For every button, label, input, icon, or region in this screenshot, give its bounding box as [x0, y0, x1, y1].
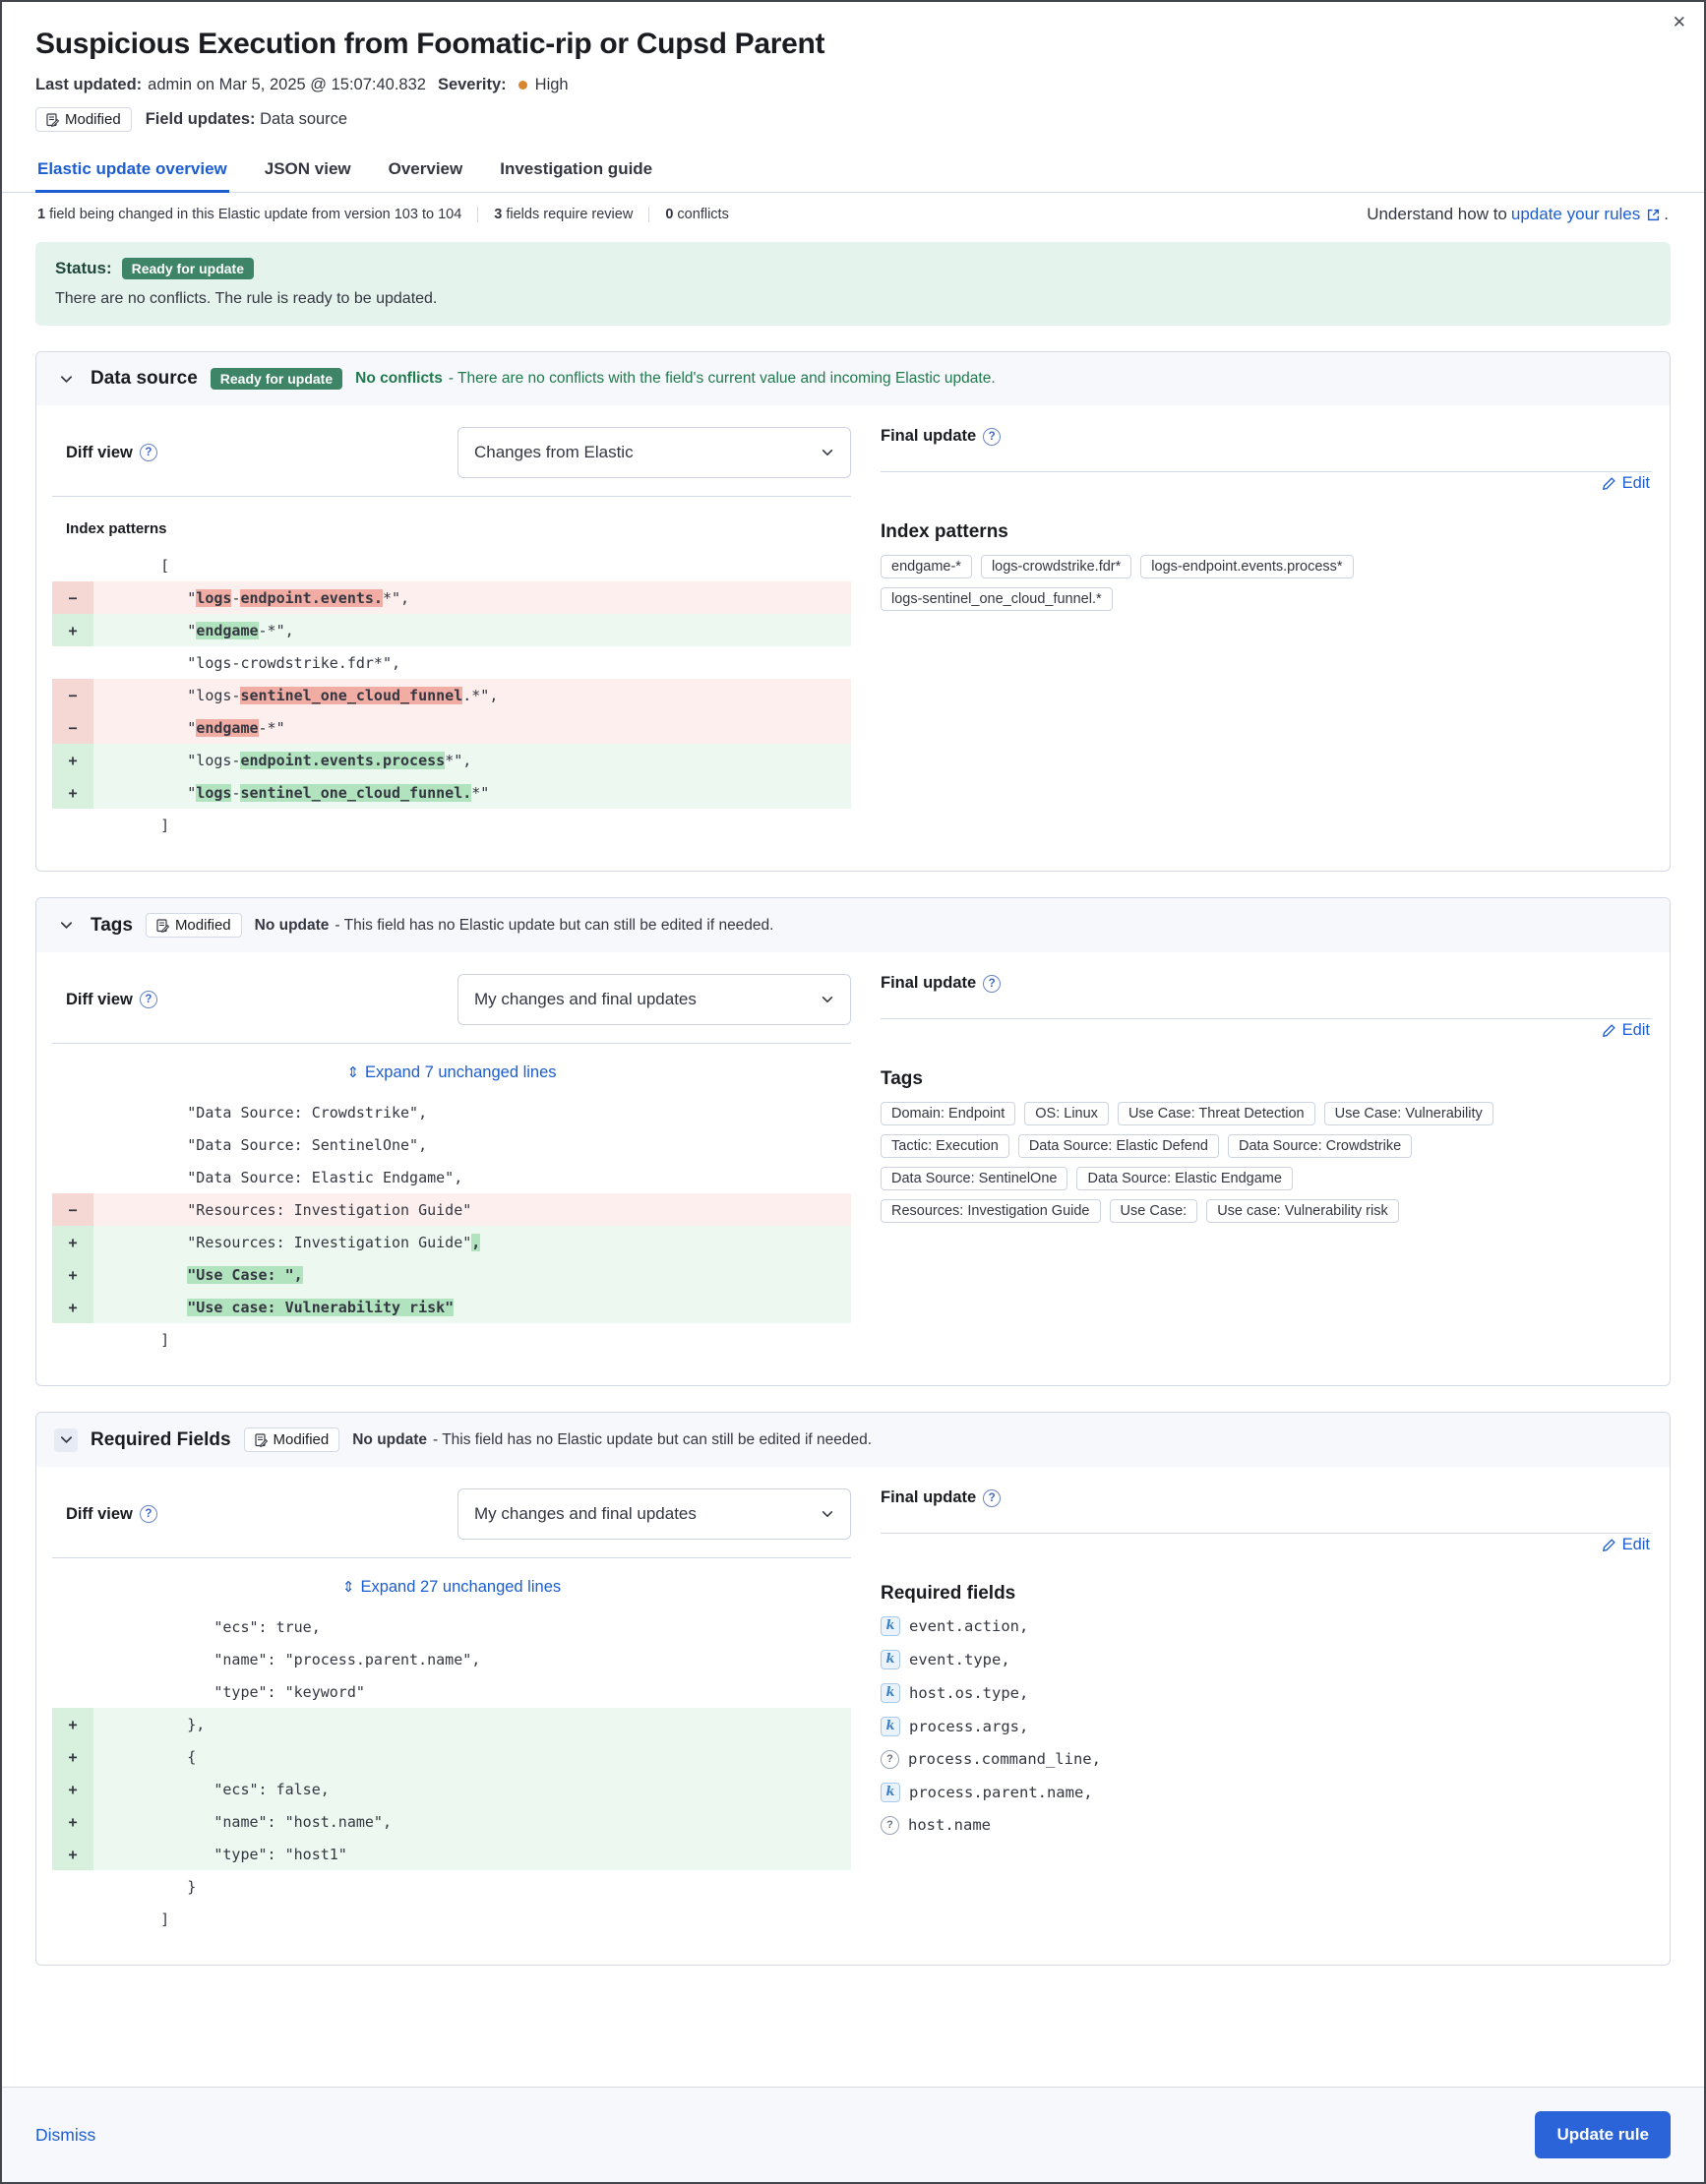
update-stat: 1 field being changed in this Elastic update from version 103 to 104 [37, 207, 478, 222]
diff-gutter: + [52, 776, 93, 809]
diff-gutter: + [52, 1258, 93, 1291]
diff-code: }, [93, 1708, 851, 1740]
unknown-type-icon: ? [881, 1750, 899, 1769]
question-in-circle-icon[interactable]: ? [983, 975, 1001, 993]
severity-value: High [534, 76, 569, 93]
diff-view-select[interactable] [457, 427, 851, 478]
diff-gutter [52, 1161, 93, 1193]
diff-line [52, 1226, 851, 1258]
chevron-down-icon[interactable] [54, 1428, 78, 1452]
diff-line [52, 1323, 851, 1356]
tab-investigation-guide[interactable]: Investigation guide [500, 159, 653, 178]
rule-meta [35, 76, 1671, 94]
diff-gutter [52, 549, 93, 581]
diff-gutter [52, 1610, 93, 1643]
diff-line [52, 1128, 851, 1161]
update-stat: 3 fields require review [478, 207, 649, 222]
chevron-down-icon[interactable] [54, 914, 78, 938]
chevron-down-icon [821, 1507, 834, 1521]
external-link-icon [1647, 209, 1660, 221]
diff-code: "ecs": false, [93, 1773, 851, 1805]
diff-code: "Data Source: SentinelOne", [107, 1135, 428, 1154]
diff-line [52, 1675, 851, 1708]
diff-column [52, 427, 851, 841]
tab-bar [2, 152, 1704, 193]
diff-code: "Data Source: Elastic Endgame", [107, 1168, 463, 1186]
value-badge: Data Source: Crowdstrike [1228, 1134, 1412, 1158]
section-title: Required Fields [91, 1428, 231, 1450]
diff-view-label-row [66, 991, 157, 1009]
value-badge: Use Case: Threat Detection [1118, 1102, 1315, 1125]
required-field-item [881, 1783, 1652, 1802]
diff-code: ] [107, 1330, 170, 1349]
diff-field-label: Index patterns [66, 520, 167, 537]
tab-elastic-update-overview[interactable]: Elastic update overview [35, 152, 229, 192]
diff-column [52, 1488, 851, 1935]
section-required-fields [35, 1412, 1671, 1966]
final-update-label-row [881, 974, 1001, 993]
chevron-down-icon[interactable] [54, 367, 78, 391]
question-in-circle-icon[interactable]: ? [983, 1489, 1001, 1507]
final-update-label: Final update [881, 427, 977, 445]
modified-badge: Modified [146, 913, 242, 938]
expand-unchanged-lines-link[interactable]: ⇕ Expand 27 unchanged lines [341, 1578, 562, 1596]
diff-gutter: + [52, 614, 93, 646]
diff-code: " endgame -*", [93, 614, 851, 646]
value-badge: Data Source: Elastic Defend [1018, 1134, 1219, 1158]
diff-code: "Data Source: Crowdstrike", [107, 1103, 428, 1122]
edit-button[interactable]: Edit [1602, 1536, 1650, 1554]
keyword-type-icon: k [881, 1783, 900, 1802]
diff-code: " endgame -*" [93, 711, 851, 744]
keyword-type-icon: k [881, 1683, 900, 1703]
last-updated-value: admin on Mar 5, 2025 @ 15:07:40.832 [148, 76, 426, 93]
keyword-type-icon: k [881, 1616, 900, 1636]
update-stat: 0 conflicts [665, 207, 729, 222]
value-badge: endgame-* [881, 555, 972, 578]
diff-code: ] [107, 816, 170, 834]
keyword-type-icon: k [881, 1717, 900, 1736]
diff-code: " logs - sentinel_one_cloud_funnel. *" [93, 776, 851, 809]
unfold-icon: ⇕ [341, 1579, 355, 1596]
required-field-name: host.name [908, 1816, 991, 1834]
document-edit-icon [156, 919, 169, 933]
diff-view-label: Diff view [66, 1504, 133, 1523]
close-icon[interactable]: ✕ [1672, 13, 1686, 31]
value-badge: Use Case: Vulnerability [1324, 1102, 1493, 1125]
question-in-circle-icon[interactable]: ? [140, 1505, 157, 1523]
value-badge: Resources: Investigation Guide [881, 1199, 1101, 1223]
status-badge: Ready for update [122, 258, 254, 279]
status-callout [35, 242, 1671, 326]
diff-code: "Resources: Investigation Guide" , [93, 1226, 851, 1258]
diff-code: "logs-crowdstrike.fdr*", [107, 653, 401, 672]
diff-view-label-row [66, 444, 157, 462]
update-your-rules-link[interactable]: update your rules [1510, 205, 1641, 223]
diff-view-select[interactable] [457, 974, 851, 1025]
question-in-circle-icon[interactable]: ? [140, 444, 157, 461]
diff-line [52, 1740, 851, 1773]
keyword-type-icon: k [881, 1650, 900, 1669]
diff-line [52, 1805, 851, 1838]
diff-gutter [52, 1903, 93, 1935]
final-update-column [881, 1488, 1652, 1935]
diff-code: "ecs": true, [107, 1617, 321, 1636]
required-field-item [881, 1750, 1652, 1769]
value-badge: Use case: Vulnerability risk [1206, 1199, 1399, 1223]
final-update-column [881, 427, 1652, 841]
update-rule-button[interactable]: Update rule [1535, 2111, 1671, 2158]
diff-line [52, 1903, 851, 1935]
diff-gutter [52, 1643, 93, 1675]
required-field-item [881, 1717, 1652, 1736]
diff-gutter: + [52, 1773, 93, 1805]
required-field-name: event.type, [909, 1650, 1010, 1668]
section-status-rest: - This field has no Elastic update but can still be edited if needed. [335, 916, 774, 934]
question-in-circle-icon[interactable]: ? [983, 428, 1001, 446]
ready-for-update-badge: Ready for update [211, 368, 342, 390]
diff-gutter [52, 1323, 93, 1356]
pencil-icon [1602, 1539, 1615, 1552]
diff-code: "type": "host1" [93, 1838, 851, 1870]
diff-gutter: − [52, 679, 93, 711]
diff-view-select-value: My changes and final updates [474, 1504, 697, 1523]
flyout-header [2, 2, 1704, 132]
document-edit-icon [46, 113, 59, 127]
value-badge: logs-crowdstrike.fdr* [981, 555, 1131, 578]
diff-gutter [52, 1096, 93, 1128]
field-updates-label: Field updates: [145, 110, 256, 128]
diff-gutter [52, 809, 93, 841]
diff-gutter [52, 1675, 93, 1708]
required-field-name: process.args, [909, 1717, 1029, 1735]
severity-label: Severity: [437, 76, 507, 93]
field-updates [146, 110, 347, 129]
pencil-icon [1602, 477, 1615, 491]
diff-code: { [93, 1740, 851, 1773]
flyout-footer [2, 2087, 1704, 2182]
diff-block [52, 549, 851, 841]
section-status [255, 917, 774, 935]
update-stats [37, 207, 745, 222]
tags-badges [881, 1102, 1510, 1223]
edit-button[interactable]: Edit [1602, 1021, 1650, 1040]
final-title: Index patterns [881, 520, 1008, 542]
modified-badge [35, 107, 132, 132]
edit-button[interactable]: Edit [1602, 474, 1650, 493]
section-tags-header[interactable] [36, 898, 1670, 952]
diff-line [52, 1643, 851, 1675]
diff-code: } [107, 1877, 197, 1896]
value-badge: Domain: Endpoint [881, 1102, 1015, 1125]
value-badge: Data Source: Elastic Endgame [1076, 1167, 1292, 1190]
required-field-item [881, 1816, 1652, 1835]
diff-view-select-value: Changes from Elastic [474, 443, 634, 461]
required-field-name: process.parent.name, [909, 1783, 1093, 1801]
value-badge: logs-endpoint.events.process* [1140, 555, 1353, 578]
section-status [352, 1431, 872, 1449]
final-update-label: Final update [881, 974, 977, 992]
diff-code: "logs- sentinel_one_cloud_funnel .*", [93, 679, 851, 711]
value-badge: Data Source: SentinelOne [881, 1167, 1067, 1190]
diff-block [52, 1096, 851, 1356]
diff-code: " logs - endpoint.events. *", [93, 581, 851, 614]
section-required-fields-header[interactable] [36, 1413, 1670, 1467]
rule-badges-row [35, 107, 1671, 132]
diff-line [52, 614, 851, 646]
pencil-icon [1602, 1024, 1615, 1038]
diff-code: "Use case: Vulnerability risk" [93, 1291, 851, 1323]
required-field-name: event.action, [909, 1616, 1029, 1635]
section-tags [35, 897, 1671, 1386]
tab-json-view[interactable]: JSON view [264, 159, 351, 178]
diff-code: "name": "host.name", [93, 1805, 851, 1838]
chevron-down-icon [821, 446, 834, 459]
section-status-strong: No update [254, 916, 330, 934]
diff-code: "logs- endpoint.events.process *", [93, 744, 851, 776]
diff-gutter: + [52, 1805, 93, 1838]
required-field-item [881, 1616, 1652, 1636]
diff-code: "Resources: Investigation Guide" [93, 1193, 851, 1226]
final-update-column [881, 974, 1652, 1356]
diff-line [52, 1291, 851, 1323]
value-badge: OS: Linux [1024, 1102, 1109, 1125]
question-in-circle-icon[interactable]: ? [140, 991, 157, 1008]
diff-line [52, 1708, 851, 1740]
diff-gutter: − [52, 1193, 93, 1226]
final-title: Required fields [881, 1582, 1016, 1604]
section-status-rest: - There are no conflicts with the field's current value and incoming Elastic update. [448, 370, 996, 387]
section-title: Tags [91, 914, 133, 936]
diff-gutter: + [52, 1708, 93, 1740]
diff-view-label-row [66, 1505, 157, 1524]
diff-line [52, 1870, 851, 1903]
diff-gutter: + [52, 1740, 93, 1773]
section-status-rest: - This field has no Elastic update but can still be edited if needed. [433, 1430, 873, 1448]
tab-overview[interactable]: Overview [388, 159, 463, 178]
diff-line [52, 1161, 851, 1193]
section-title: Data source [91, 368, 198, 389]
diff-view-select-value: My changes and final updates [474, 990, 697, 1008]
page-title: Suspicious Execution from Foomatic-rip or Cupsd Parent [35, 28, 825, 60]
expand-unchanged-lines-link[interactable]: ⇕ Expand 7 unchanged lines [346, 1063, 557, 1081]
diff-gutter [52, 1128, 93, 1161]
field-updates-value: Data source [260, 110, 348, 128]
diff-line [52, 1838, 851, 1870]
status-message: There are no conflicts. The rule is ready to be updated. [55, 290, 438, 307]
diff-gutter: − [52, 711, 93, 744]
help-prefix: Understand how to [1367, 205, 1507, 223]
final-update-label-row [881, 427, 1001, 446]
final-update-label-row [881, 1488, 1001, 1507]
unfold-icon: ⇕ [346, 1064, 360, 1081]
diff-view-label: Diff view [66, 443, 133, 461]
value-badge: logs-sentinel_one_cloud_funnel.* [881, 587, 1113, 611]
diff-code: "Use Case: ", [93, 1258, 851, 1291]
dismiss-button[interactable]: Dismiss [35, 2124, 96, 2145]
diff-line [52, 809, 851, 841]
section-status [355, 370, 996, 388]
diff-code: [ [107, 556, 170, 575]
diff-column [52, 974, 851, 1356]
required-field-item [881, 1683, 1652, 1703]
final-title: Tags [881, 1067, 923, 1089]
value-badge: Tactic: Execution [881, 1134, 1009, 1158]
modified-badge-label: Modified [65, 111, 121, 128]
update-subheader [2, 193, 1704, 234]
diff-line [52, 581, 851, 614]
diff-gutter: + [52, 1226, 93, 1258]
diff-line [52, 1258, 851, 1291]
diff-gutter: + [52, 1838, 93, 1870]
section-data-source-header[interactable] [36, 352, 1670, 405]
diff-view-label: Diff view [66, 990, 133, 1008]
final-update-label: Final update [881, 1488, 977, 1506]
value-badge: Use Case: [1110, 1199, 1198, 1223]
status-label: Status: [55, 259, 112, 277]
index-patterns-badges [881, 555, 1510, 611]
diff-line [52, 1193, 851, 1226]
diff-line [52, 711, 851, 744]
section-status-strong: No conflicts [355, 370, 443, 387]
diff-line [52, 744, 851, 776]
diff-view-select[interactable] [457, 1488, 851, 1540]
unknown-type-icon: ? [881, 1816, 899, 1835]
diff-line [52, 646, 851, 679]
diff-code: ] [107, 1910, 170, 1928]
diff-gutter: + [52, 744, 93, 776]
section-status-strong: No update [352, 1430, 428, 1448]
last-updated-label: Last updated: [35, 76, 143, 93]
diff-line [52, 1096, 851, 1128]
diff-code: "name": "process.parent.name", [107, 1650, 481, 1668]
required-field-name: process.command_line, [908, 1750, 1101, 1768]
required-fields-list [881, 1616, 1652, 1835]
required-field-item [881, 1650, 1652, 1669]
diff-line [52, 549, 851, 581]
diff-gutter: + [52, 1291, 93, 1323]
diff-block [52, 1610, 851, 1935]
chevron-down-icon [821, 993, 834, 1006]
diff-line [52, 1610, 851, 1643]
modified-badge: Modified [244, 1427, 340, 1452]
diff-line [52, 679, 851, 711]
diff-code: "type": "keyword" [107, 1682, 365, 1701]
diff-gutter [52, 646, 93, 679]
section-data-source [35, 351, 1671, 872]
diff-line [52, 776, 851, 809]
diff-line [52, 1773, 851, 1805]
help-text [1367, 205, 1669, 224]
diff-gutter: − [52, 581, 93, 614]
required-field-name: host.os.type, [909, 1683, 1029, 1702]
diff-gutter [52, 1870, 93, 1903]
document-edit-icon [255, 1433, 268, 1447]
severity-dot-icon [518, 81, 527, 90]
help-suffix: . [1664, 205, 1669, 223]
